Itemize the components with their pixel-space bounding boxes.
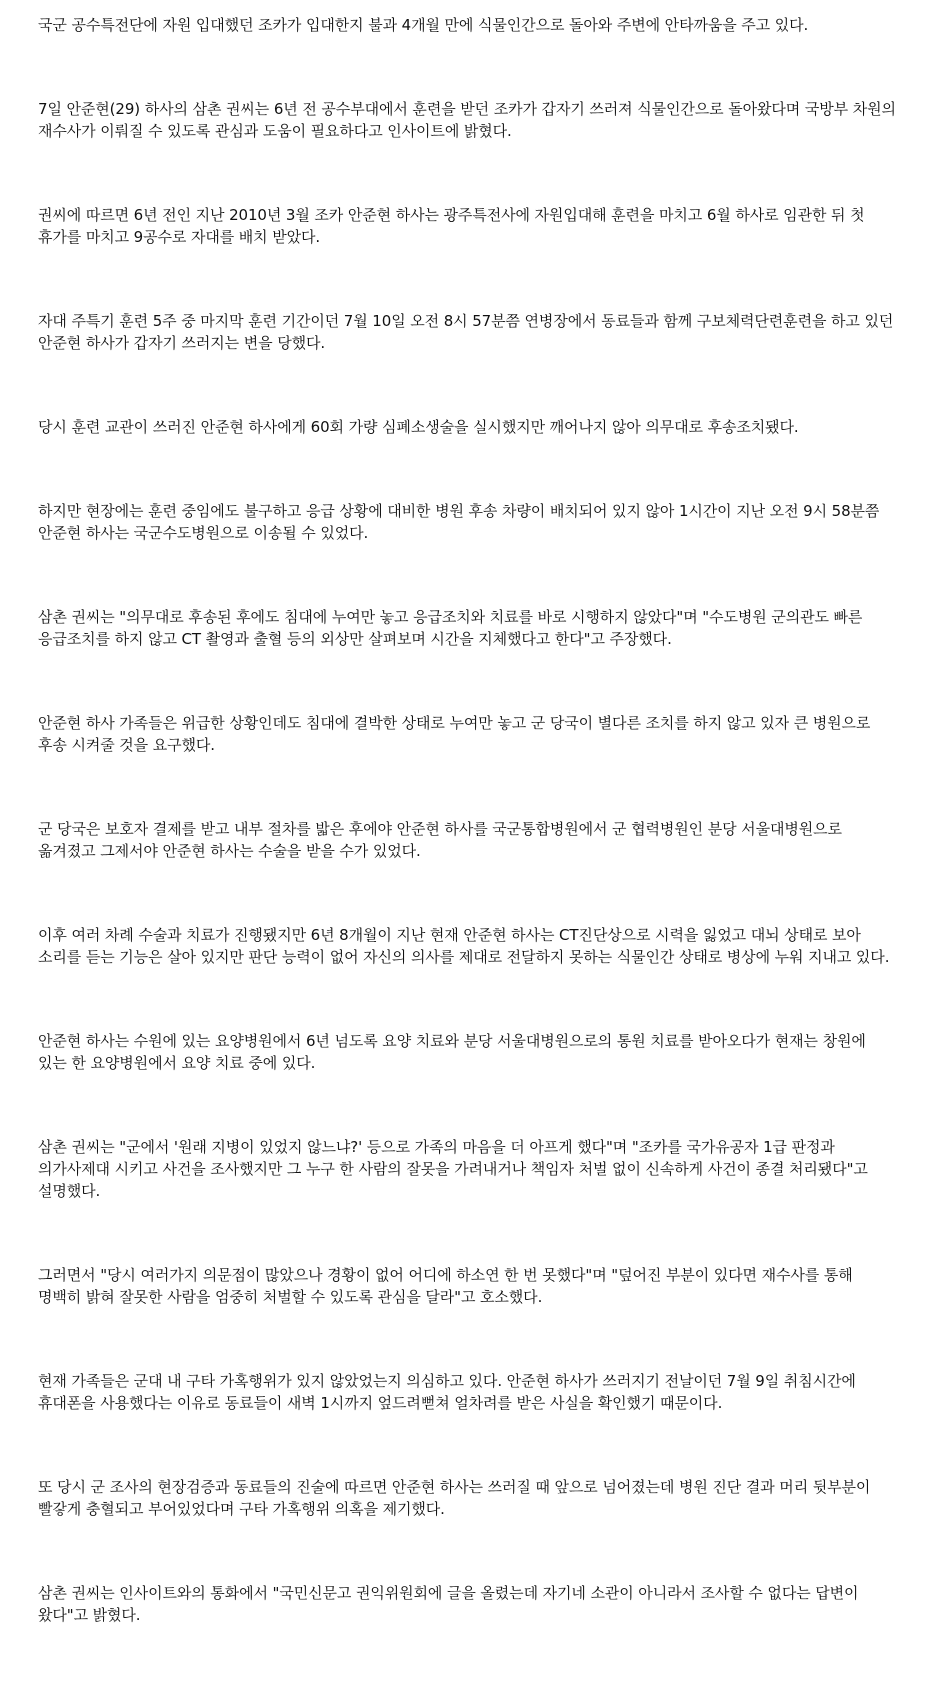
article-paragraph: 삼촌 권씨는 "군에서 '원래 지병이 있었지 않느냐?' 등으로 가족의 마음을 더 아프게 했다"며 "조카를 국가유공자 1급 판정과 의가사제대 시키고 사건을 조사했지만 그 누구 한 사람의 잘못을 가려내거나 책임자 처벌 없이 신속하게 사건이 종결 처리됐다"고 설명했다.	[38, 1138, 868, 1200]
article-paragraph: 권씨에 따르면 6년 전인 지난 2010년 3월 조카 안준현 하사는 광주특전사에 자원입대해 훈련을 마치고 6월 하사로 임관한 뒤 첫 휴가를 마치고 9공수로 자대를 배치 받았다.	[38, 206, 865, 246]
article-paragraph: 국군 공수특전단에 자원 입대했던 조카가 입대한지 불과 4개월 만에 식물인간으로 돌아와 주변에 안타까움을 주고 있다.	[38, 16, 809, 34]
article-paragraph: 당시 훈련 교관이 쓰러진 안준현 하사에게 60회 가량 심폐소생술을 실시했지만 깨어나지 않아 의무대로 후송조치됐다.	[38, 418, 799, 436]
article-paragraph: 또 당시 군 조사의 현장검증과 동료들의 진술에 따르면 안준현 하사는 쓰러질 때 앞으로 넘어졌는데 병원 진단 결과 머리 뒷부분이 빨갛게 충혈되고 부어있었다며 구타 가혹행위 의혹을 제기했다.	[38, 1478, 871, 1518]
article-paragraph: 삼촌 권씨는 "의무대로 후송된 후에도 침대에 누여만 놓고 응급조치와 치료를 바로 시행하지 않았다"며 "수도병원 군의관도 빠른 응급조치를 하지 않고 CT 촬영과 출혈 등의 외상만 살펴보며 시간을 지체했다고 한다"고 주장했다.	[38, 608, 863, 648]
article-body	[38, 14, 896, 1688]
article-paragraph: 이후 여러 차례 수술과 치료가 진행됐지만 6년 8개월이 지난 현재 안준현 하사는 CT진단상으로 시력을 잃었고 대뇌 상태로 보아 소리를 듣는 기능은 살아 있지만 판단 능력이 없어 자신의 의사를 제대로 전달하지 못하는 식물인간 상태로 병상에 누워 지내고 있다.	[38, 926, 890, 966]
article-paragraph: 현재 가족들은 군대 내 구타 가혹행위가 있지 않았었는지 의심하고 있다. 안준현 하사가 쓰러지기 전날이던 7월 9일 취침시간에 휴대폰을 사용했다는 이유로 동료들이 새벽 1시까지 엎드려뻗쳐 얼차려를 받은 사실을 확인했기 때문이다.	[38, 1372, 856, 1412]
article-paragraph: 7일 안준현(29) 하사의 삼촌 권씨는 6년 전 공수부대에서 훈련을 받던 조카가 갑자기 쓰러져 식물인간으로 돌아왔다며 국방부 차원의 재수사가 이뤄질 수 있도록 관심과 도움이 필요하다고 인사이트에 밝혔다.	[38, 100, 896, 140]
article-paragraph: 군 당국은 보호자 결제를 받고 내부 절차를 밟은 후에야 안준현 하사를 국군통합병원에서 군 협력병원인 분당 서울대병원으로 옮겨졌고 그제서야 안준현 하사는 수술을 받을 수가 있었다.	[38, 820, 842, 860]
article-paragraph: 삼촌 권씨는 인사이트와의 통화에서 "국민신문고 권익위원회에 글을 올렸는데 자기네 소관이 아니라서 조사할 수 없다는 답변이 왔다"고 밝혔다.	[38, 1584, 859, 1624]
article-paragraph: 자대 주특기 훈련 5주 중 마지막 훈련 기간이던 7월 10일 오전 8시 57분쯤 연병장에서 동료들과 함께 구보체력단련훈련을 하고 있던 안준현 하사가 갑자기 쓰러지는 변을 당했다.	[38, 312, 894, 352]
article-paragraph: 안준현 하사 가족들은 위급한 상황인데도 침대에 결박한 상태로 누여만 놓고 군 당국이 별다른 조치를 하지 않고 있자 큰 병원으로 후송 시켜줄 것을 요구했다.	[38, 714, 871, 754]
article-paragraph: 안준현 하사는 수원에 있는 요양병원에서 6년 넘도록 요양 치료와 분당 서울대병원으로의 통원 치료를 받아오다가 현재는 창원에 있는 한 요양병원에서 요양 치료 중에 있다.	[38, 1032, 866, 1072]
article-paragraph: 그러면서 "당시 여러가지 의문점이 많았으나 경황이 없어 어디에 하소연 한 번 못했다"며 "덮어진 부분이 있다면 재수사를 통해 명백히 밝혀 잘못한 사람을 엄중히 처벌할 수 있도록 관심을 달라"고 호소했다.	[38, 1266, 853, 1306]
article-paragraph: 하지만 현장에는 훈련 중임에도 불구하고 응급 상황에 대비한 병원 후송 차량이 배치되어 있지 않아 1시간이 지난 오전 9시 58분쯤 안준현 하사는 국군수도병원으로 이송될 수 있었다.	[38, 502, 880, 542]
